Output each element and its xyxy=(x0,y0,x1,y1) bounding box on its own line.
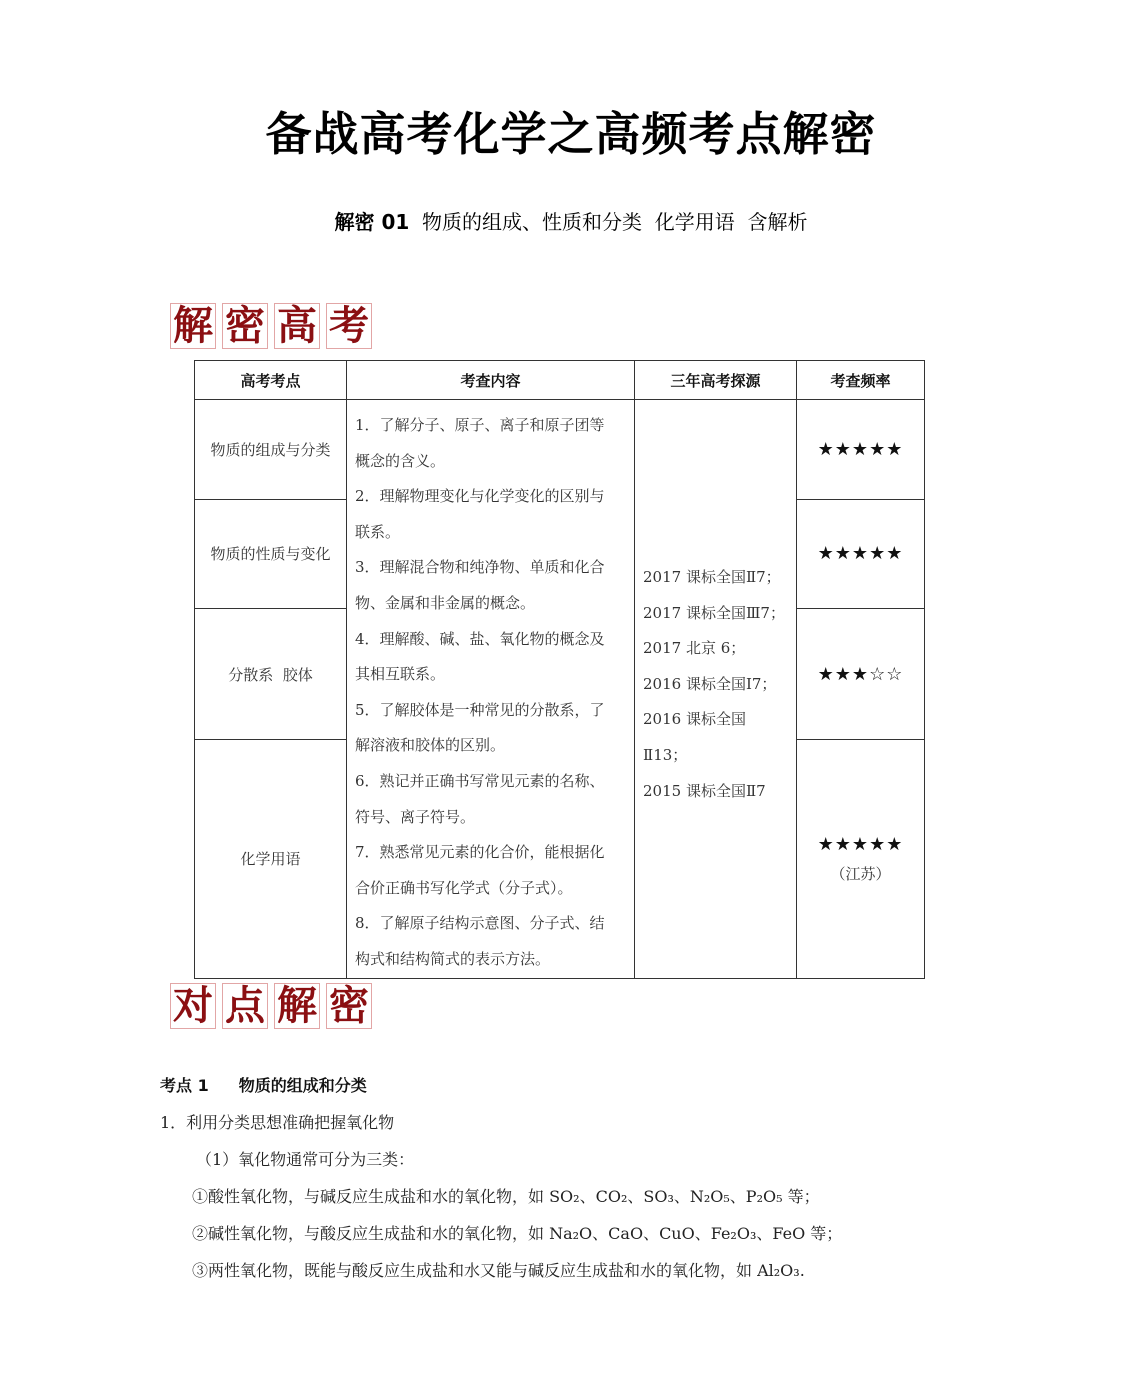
content-line: 2．理解物理变化与化学变化的区别与 xyxy=(355,487,605,506)
stamp-char: 解 xyxy=(170,303,216,349)
source-line: 2016 课标全国 xyxy=(643,710,746,729)
source-line: Ⅱ13； xyxy=(643,745,688,764)
basic-oxides-end: 等； xyxy=(805,1224,843,1243)
topic-cell: 物质的性质与变化 xyxy=(195,499,347,608)
sources-cell xyxy=(635,400,797,979)
page-title: 备战高考化学之高频考点解密 xyxy=(265,107,877,161)
frequency-cell xyxy=(797,740,925,978)
basic-oxides-lead: ②碱性氧化物，与酸反应生成盐和水的氧化物，如 xyxy=(192,1224,550,1243)
content-line: 3．理解混合物和纯净物、单质和化合 xyxy=(355,558,605,577)
paragraph-2: （1）氧化物通常可分为三类： xyxy=(196,1150,415,1169)
source-line: 2015 课标全国Ⅱ7 xyxy=(643,781,766,800)
acidic-oxides-list: SO₂、CO₂、SO₃、N₂O₅、P₂O₅ xyxy=(549,1187,783,1206)
content-line: 1．了解分子、原子、离子和原子团等 xyxy=(355,416,605,434)
stamp-char: 密 xyxy=(326,983,372,1029)
content-line: 联系。 xyxy=(355,522,401,541)
frequency-stars: ★★★★★ xyxy=(797,499,925,608)
amphoteric-oxides-lead: ③两性氧化物，既能与酸反应生成盐和水又能与碱反应生成盐和水的氧化物，如 xyxy=(192,1261,758,1280)
stamp-char: 密 xyxy=(222,303,268,349)
header-topic: 高考考点 xyxy=(195,361,347,400)
section-stamp-duidian-jiemi xyxy=(170,983,372,1029)
subtitle-text: 物质的组成、性质和分类 化学用语 含解析 xyxy=(409,210,808,234)
source-line: 2017 课标全国Ⅲ7； xyxy=(643,603,785,622)
content-line: 解溶液和胶体的区别。 xyxy=(355,736,506,755)
stamp-char: 高 xyxy=(274,303,320,349)
amphoteric-oxides-list: Al₂O₃. xyxy=(757,1261,805,1280)
topic-cell: 物质的组成与分类 xyxy=(195,400,347,500)
section-title: 物质的组成和分类 xyxy=(238,1076,367,1095)
subtitle-prefix: 解密 01 xyxy=(334,210,410,234)
table-header-row xyxy=(195,361,925,400)
content-line: 构式和结构简式的表示方法。 xyxy=(355,949,551,968)
content-line: 物、金属和非金属的概念。 xyxy=(355,593,536,612)
acidic-oxides-end: 等； xyxy=(782,1187,820,1206)
frequency-stars: ★★★★★ xyxy=(817,833,904,855)
frequency-stars: ★★★☆☆ xyxy=(797,608,925,739)
section-stamp-jiemi-gaokao xyxy=(170,303,372,349)
topic-cell: 分散系 胶体 xyxy=(195,608,347,739)
topic-cell: 化学用语 xyxy=(195,740,347,978)
basic-oxides-list: Na₂O、CaO、CuO、Fe₂O₃、FeO xyxy=(549,1224,806,1243)
paragraph-acidic-oxides xyxy=(192,1184,820,1207)
content-cell xyxy=(347,400,635,979)
page-subtitle xyxy=(0,206,1142,235)
frequency-stars: ★★★★★ xyxy=(797,400,925,500)
header-frequency: 考查频率 xyxy=(797,361,925,400)
header-content: 考查内容 xyxy=(347,361,635,400)
stamp-char: 解 xyxy=(274,983,320,1029)
content-line: 7．熟悉常见元素的化合价，能根据化 xyxy=(355,843,605,862)
table-row xyxy=(195,400,925,500)
frequency-note: （江苏） xyxy=(830,864,891,883)
source-line: 2016 课标全国Ⅰ7； xyxy=(643,674,777,693)
content-line: 概念的含义。 xyxy=(355,451,446,470)
section-label: 考点 1 xyxy=(160,1076,209,1095)
paragraph-basic-oxides xyxy=(192,1221,842,1244)
source-line: 2017 北京 6； xyxy=(643,639,746,658)
content-line: 4．理解酸、碱、盐、氧化物的概念及 xyxy=(355,629,605,648)
content-line: 5．了解胶体是一种常见的分散系，了 xyxy=(355,700,605,719)
content-line: 符号、离子符号。 xyxy=(355,807,476,826)
stamp-char: 对 xyxy=(170,983,216,1029)
section-heading xyxy=(160,1073,367,1096)
content-line: 8．了解原子结构示意图、分子式、结 xyxy=(355,914,605,933)
paragraph-amphoteric-oxides xyxy=(192,1258,805,1281)
paragraph-1: 1．利用分类思想准确把握氧化物 xyxy=(160,1113,395,1132)
content-line: 其相互联系。 xyxy=(355,665,446,684)
stamp-char: 考 xyxy=(326,303,372,349)
exam-topic-table xyxy=(194,360,925,979)
acidic-oxides-lead: ①酸性氧化物，与碱反应生成盐和水的氧化物，如 xyxy=(192,1187,550,1206)
content-line: 6．熟记并正确书写常见元素的名称、 xyxy=(355,771,605,790)
header-sources: 三年高考探源 xyxy=(635,361,797,400)
stamp-char: 点 xyxy=(222,983,268,1029)
source-line: 2017 课标全国Ⅱ7； xyxy=(643,568,781,586)
content-line: 合价正确书写化学式（分子式）。 xyxy=(355,878,573,897)
